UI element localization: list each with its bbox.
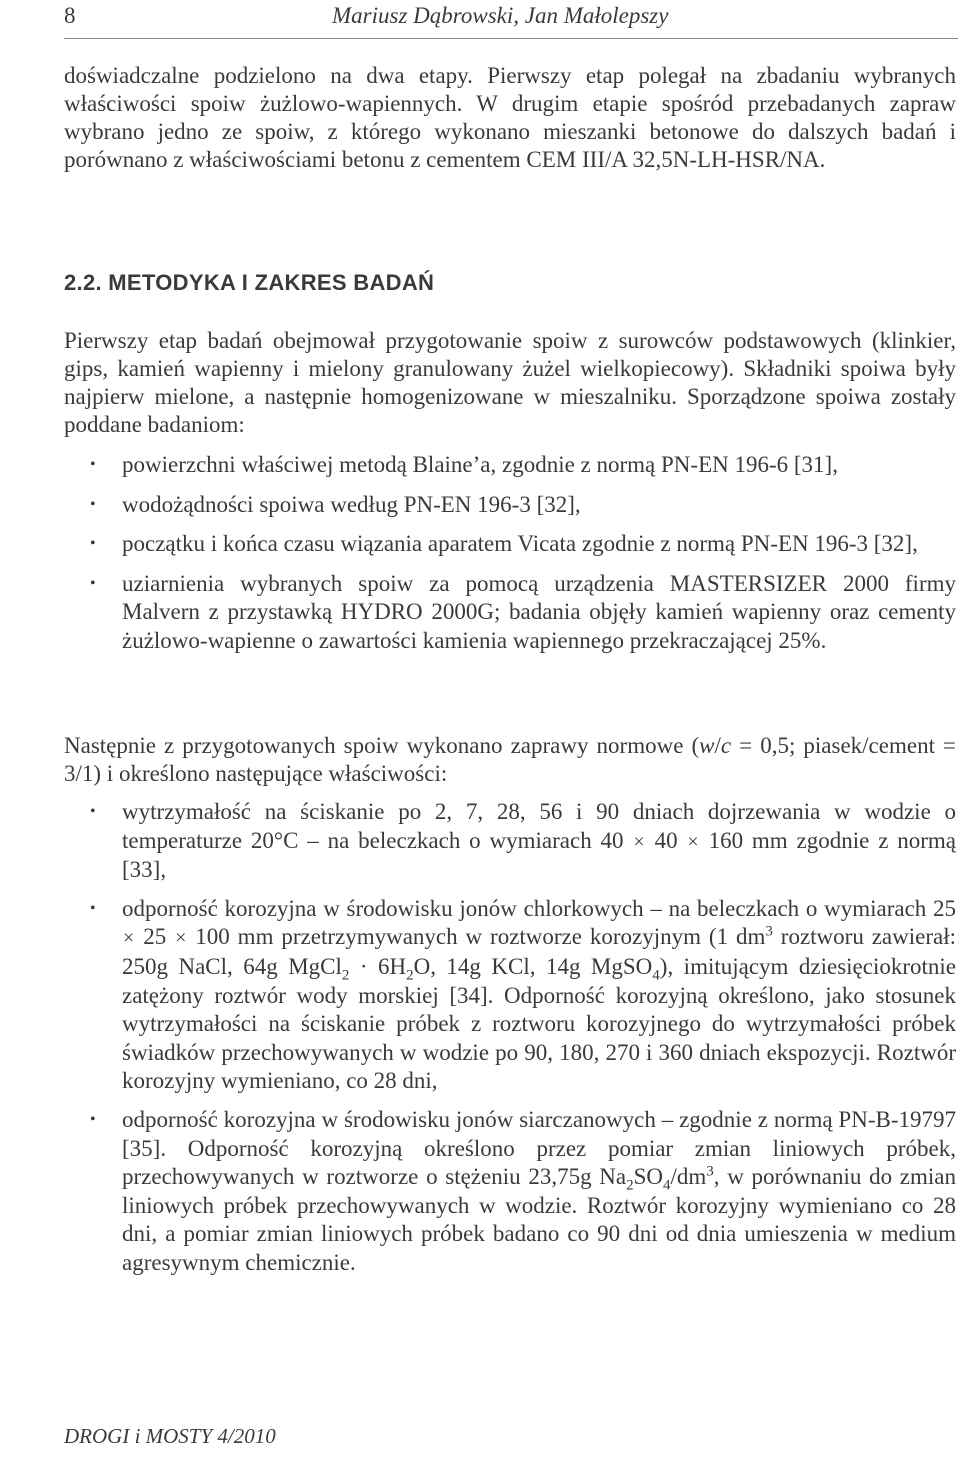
c-symbol: c — [720, 733, 732, 758]
text-run: · 6H — [349, 953, 407, 979]
list-item — [90, 491, 956, 520]
text-run: 40 — [654, 827, 678, 853]
subscript: 4 — [663, 1177, 671, 1194]
text-run: wytrzymałość na ściskanie po 2, 7, 28, 56 i 90 dniach dojrzewania w wodzie o temperaturze 20°C – na beleczkach o wymiarach 40 — [122, 799, 956, 853]
subscript: 2 — [406, 967, 414, 984]
page-number: 8 — [64, 3, 76, 28]
text-run: /dm — [670, 1164, 707, 1190]
text-run: O, 14g KCl, 14g MgSO — [413, 953, 653, 979]
slash: / — [714, 733, 721, 758]
superscript: 3 — [706, 1163, 714, 1180]
list-item-text: początku i końca czasu wiązania aparatem Vicata zgodnie z normą PN-EN 196-3 [32], — [122, 531, 918, 557]
bullet-icon: • — [90, 803, 96, 820]
list-item — [90, 451, 956, 480]
list-item — [90, 1106, 956, 1278]
list-item — [90, 570, 956, 656]
text-run: 160 mm zgodnie z normą [33], — [122, 827, 957, 883]
w-symbol: w — [699, 733, 715, 758]
subscript: 2 — [341, 967, 350, 984]
bullet-icon: • — [90, 899, 96, 917]
times-icon: × — [687, 830, 699, 853]
text-run: , w porównaniu do zmian liniowych próbek przechowywanych w wodzie. Roztwór korozyjny wymieniano co 28 dni, a pomiar zmian liniowych próbek badano co 90 dni od dnia umieszenia w medium agresywnym chemicznie. — [122, 1164, 956, 1275]
section-heading: 2.2. METODYKA I ZAKRES BADAŃ — [64, 270, 435, 295]
text-run: ), imitującym dziesięciokrotnie zatężony roztwór wody morskiej [34]. Odporność korozyjną określono, jako stosunek wytrzymałości na ściskanie próbek z roztworu korozyjnego do wytrzymałości próbek świadków przechowywanych w wodzie po 90, 180, 270 i 360 dniach ekspozycji. Roztwór korozyjny wymieniano, co 28 dni, — [122, 953, 957, 1094]
subscript: 4 — [652, 967, 660, 984]
text-run: odporność korozyjna w środowisku jonów chlorkowych – na beleczkach o wymiarach 25 — [122, 895, 956, 921]
running-head: Mariusz Dąbrowski, Jan Małolepszy — [332, 3, 669, 28]
mortar-paragraph — [64, 732, 956, 788]
text-run: 100 mm przetrzymywanych w roztworze korozyjnym (1 dm — [195, 924, 766, 950]
bullet-icon: • — [90, 535, 96, 553]
properties-list — [90, 798, 956, 1288]
text-run: SO — [633, 1164, 663, 1190]
list-item-text: wodożądności spoiwa według PN-EN 196-3 [32], — [122, 491, 581, 517]
header-rule — [64, 38, 958, 39]
text-run: = 0,5; piasek/cement = 3/1) i określono następujące właściwości: — [64, 733, 957, 786]
list-item — [90, 530, 956, 559]
list-item-text: uziarnienia wybranych spoiw za pomocą urządzenia MASTERSIZER 2000 firmy Malvern z przystawką HYDRO 2000G; badania objęły kamień wapienny oraz cementy żużlowo-wapienne o zawartości kamienia wapiennego przekraczającej 25%. — [122, 570, 956, 653]
bullet-icon: • — [90, 456, 96, 473]
text-run: Następnie z przygotowanych spoiw wykonano zaprawy normowe ( — [64, 733, 700, 758]
text-run: roztworu zawierał: 250g NaCl, 64g MgCl — [122, 924, 956, 979]
intro-paragraph: doświadczalne podzielono na dwa etapy. Pierwszy etap polegał na zbadaniu wybranych właściwości spoiw żużlowo-wapiennych. W drugim etapie spośród przebadanych zapraw wybrano jedno ze spoiw, z którego wykonano mieszanki betonowe do dalszych badań i porównano z właściwościami betonu z cementem CEM III/A 32,5N-LH-HSR/NA. — [64, 63, 956, 172]
times-icon: × — [175, 927, 187, 950]
subscript: 2 — [626, 1177, 634, 1194]
list-item — [90, 798, 956, 885]
bullet-icon: • — [90, 495, 96, 513]
journal-footer: DROGI i MOSTY 4/2010 — [64, 1424, 276, 1448]
bullet-icon: • — [90, 1110, 96, 1128]
text-run: odporność korozyjna w środowisku jonów siarczanowych – zgodnie z normą PN-B-19797 [35]. Odporność korozyjną określono przez pomiar zmian liniowych próbek, przechowywanych w roztworze o stężeniu 23,75g Na — [122, 1106, 956, 1190]
tests-list — [90, 451, 956, 667]
list-item-text: powierzchni właściwej metodą Blaine’a, zgodnie z normą PN-EN 196-6 [31], — [122, 452, 838, 477]
bullet-icon: • — [90, 574, 96, 592]
superscript: 3 — [765, 923, 773, 940]
text-run: 25 — [143, 924, 167, 950]
list-item — [90, 895, 956, 1096]
methods-paragraph: Pierwszy etap badań obejmował przygotowanie spoiw z surowców podstawowych (klinkier, gips, kamień wapienny i mielony granulowany żużel wielkopiecowy). Składniki spoiwa były najpierw mielone, a następnie homogenizowane w mieszalniku. Sporządzone spoiwa zostały poddane badaniom: — [64, 328, 956, 437]
times-icon: × — [123, 927, 135, 950]
times-icon: × — [633, 830, 645, 853]
